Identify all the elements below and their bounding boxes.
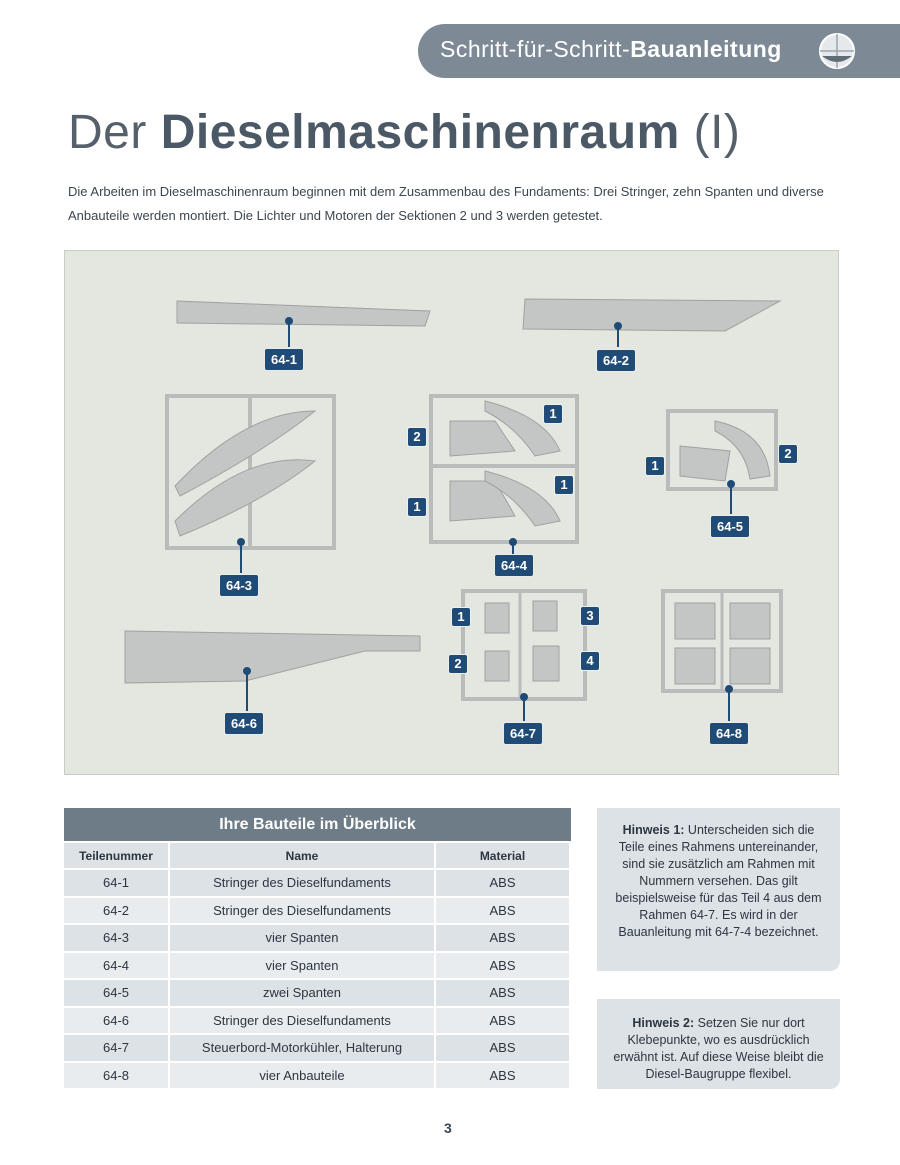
column-header: Name [170, 841, 436, 868]
frame-number: 1 [645, 456, 665, 476]
note-1 [597, 808, 840, 971]
frame-number: 1 [543, 404, 563, 424]
section-banner [418, 24, 900, 78]
table-row [64, 896, 571, 924]
frame-number: 2 [778, 444, 798, 464]
table-cell: 64-8 [64, 1061, 170, 1089]
table-cell: ABS [436, 951, 571, 979]
part-label-64-3: 64-3 [219, 574, 259, 597]
table-cell: vier Spanten [170, 951, 436, 979]
part-label-64-5: 64-5 [710, 515, 750, 538]
column-header: Material [436, 841, 571, 868]
table-cell: ABS [436, 923, 571, 951]
table-row [64, 1061, 571, 1089]
frame-number: 1 [407, 497, 427, 517]
table-cell: 64-7 [64, 1033, 170, 1061]
table-cell: ABS [436, 1033, 571, 1061]
parts-table [64, 808, 571, 1088]
table-cell: ABS [436, 896, 571, 924]
part-label-64-1: 64-1 [264, 348, 304, 371]
parts-photo [64, 250, 839, 775]
page-number: 3 [444, 1120, 452, 1136]
intro-paragraph: Die Arbeiten im Dieselmaschinenraum beginnen mit dem Zusammenbau des Fundaments: Drei Stringer, zehn Spanten und diverse Anbauteile werden montiert. Die Lichter und Motoren der Sektionen 2 und 3 werden getestet. [68, 184, 824, 223]
banner-title: Schritt-für-Schritt-Bauanleitung [440, 36, 782, 62]
table-cell: 64-4 [64, 951, 170, 979]
table-cell: vier Spanten [170, 923, 436, 951]
table-cell: 64-6 [64, 1006, 170, 1034]
part-label-64-2: 64-2 [596, 349, 636, 372]
table-cell: vier Anbauteile [170, 1061, 436, 1089]
table-cell: 64-3 [64, 923, 170, 951]
table-cell: 64-2 [64, 896, 170, 924]
note-1-label: Hinweis 1: [622, 823, 685, 837]
frame-number: 1 [451, 607, 471, 627]
table-row [64, 951, 571, 979]
table-cell: ABS [436, 868, 571, 896]
frame-number: 1 [554, 475, 574, 495]
column-header: Teilenummer [64, 841, 170, 868]
table-row [64, 1006, 571, 1034]
note-2-text: Setzen Sie nur dort Klebepunkte, wo es ausdrücklich erwähnt ist. Auf diese Weise bleibt die Diesel-Baugruppe flexibel. [613, 1016, 824, 1081]
frame-number: 4 [580, 651, 600, 671]
note-2-label: Hinweis 2: [632, 1016, 695, 1030]
table-row [64, 1033, 571, 1061]
part-label-64-6: 64-6 [224, 712, 264, 735]
table-cell: Steuerbord-Motorkühler, Halterung [170, 1033, 436, 1061]
globe-icon [818, 32, 856, 70]
part-label-64-8: 64-8 [709, 722, 749, 745]
part-label-64-4: 64-4 [494, 554, 534, 577]
parts-illustration [65, 251, 840, 776]
page-title: Der Dieselmaschinenraum (I) [68, 106, 741, 159]
note-1-text: Unterscheiden sich die Teile eines Rahmens untereinander, sind sie zusätzlich am Rahmen mit Nummern versehen. Das gilt beispielsweise für das Teil 4 aus dem Rahmen 64-7. Es wird in der Bauanleitung mit 64-7-4 bezeichnet. [615, 823, 822, 939]
table-row [64, 868, 571, 896]
table-cell: ABS [436, 1006, 571, 1034]
table-cell: ABS [436, 978, 571, 1006]
table-cell: ABS [436, 1061, 571, 1089]
table-cell: 64-1 [64, 868, 170, 896]
table-cell: 64-5 [64, 978, 170, 1006]
part-label-64-7: 64-7 [503, 722, 543, 745]
table-cell: zwei Spanten [170, 978, 436, 1006]
table-row [64, 923, 571, 951]
table-title: Ihre Bauteile im Überblick [64, 808, 571, 841]
frame-number: 2 [407, 427, 427, 447]
table-cell: Stringer des Dieselfundaments [170, 868, 436, 896]
table-cell: Stringer des Dieselfundaments [170, 1006, 436, 1034]
table-cell: Stringer des Dieselfundaments [170, 896, 436, 924]
note-2 [597, 999, 840, 1089]
frame-number: 3 [580, 606, 600, 626]
table-row [64, 978, 571, 1006]
frame-number: 2 [448, 654, 468, 674]
